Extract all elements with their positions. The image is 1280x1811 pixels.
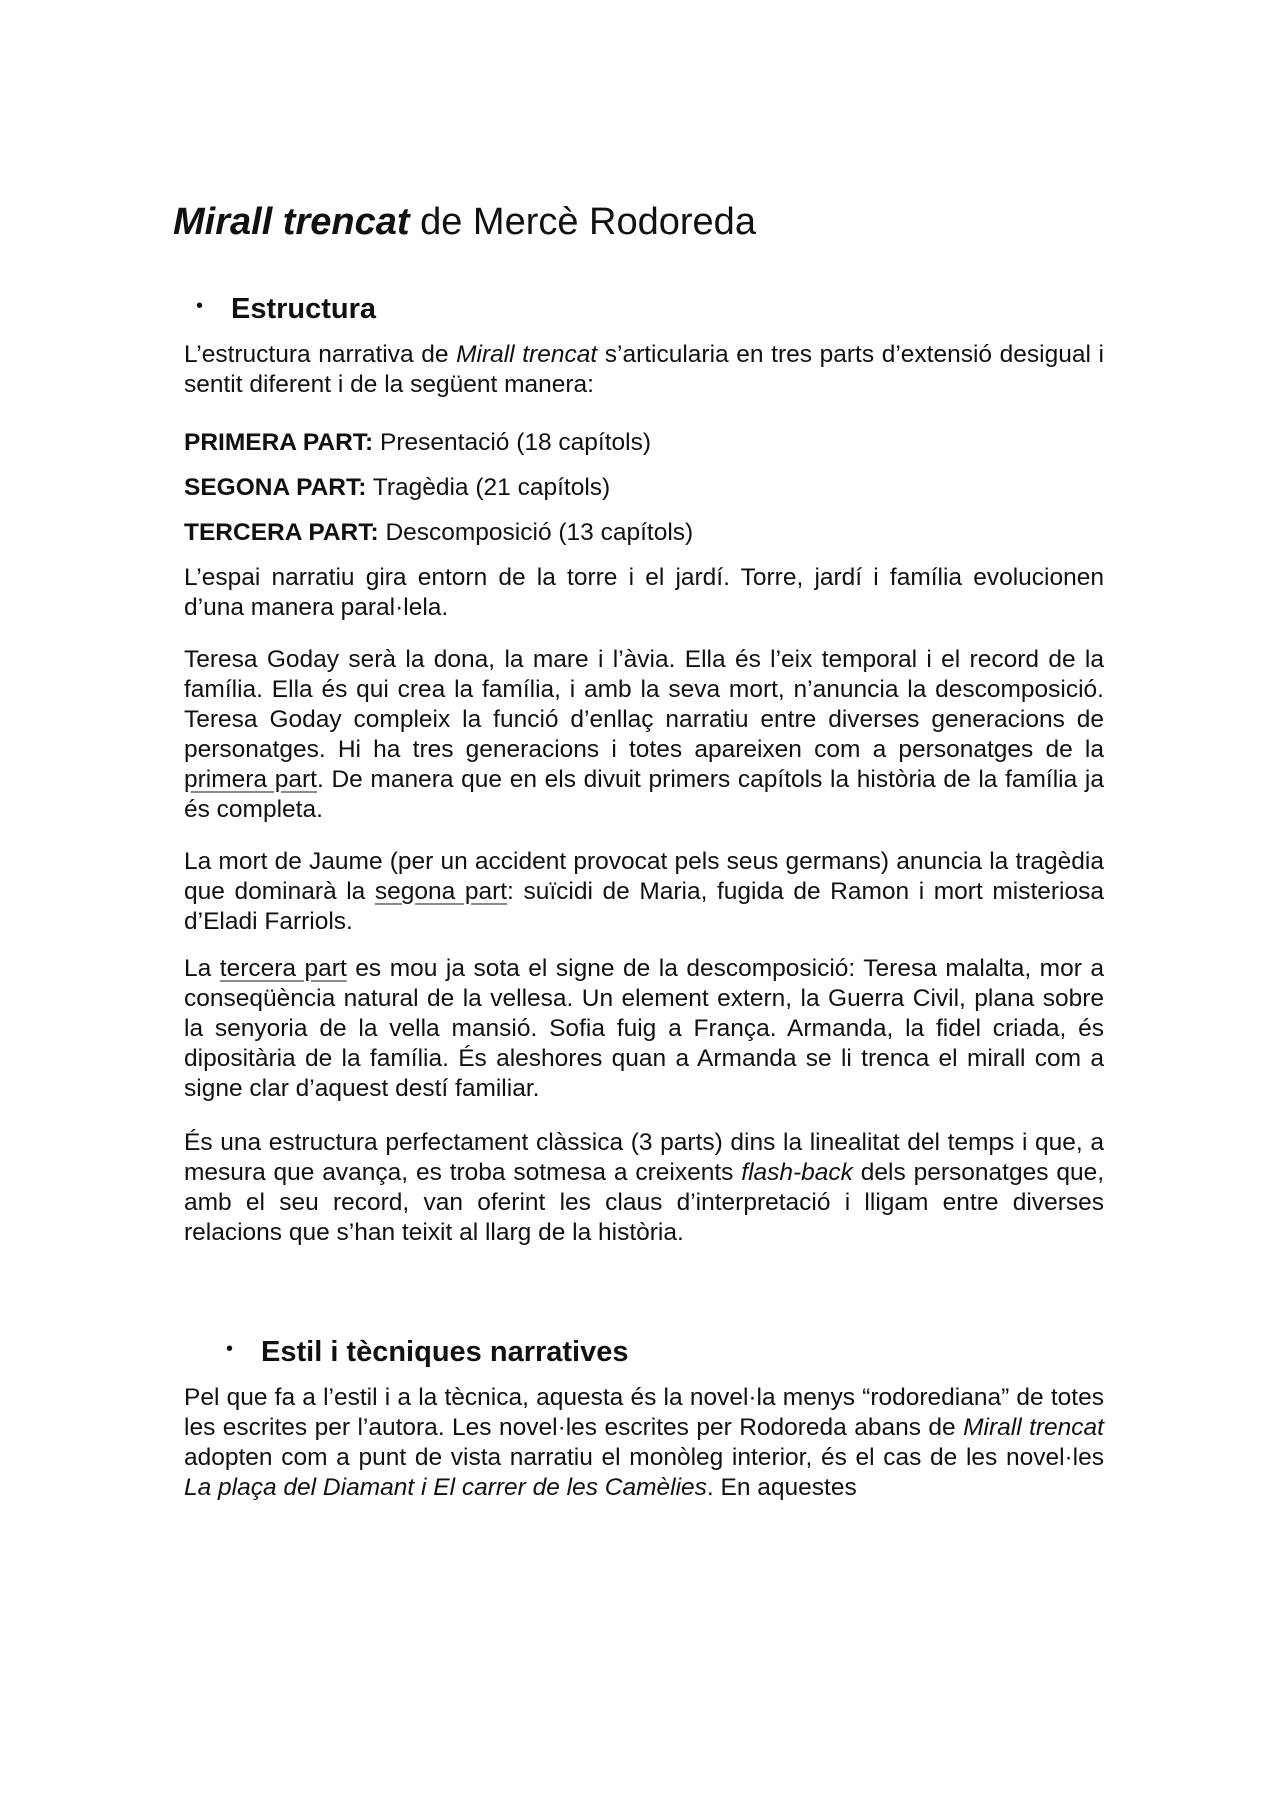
estil-text-b: adopten com a punt de vista narratiu el monòleg interior, és el cas de les novel·les bbox=[184, 1444, 1104, 1471]
part-label: TERCERA PART: bbox=[184, 519, 379, 546]
estil-text-a: Pel que fa a l’estil i a la tècnica, aquesta és la novel·la menys “rodorediana” de totes les escrites per l’autora. Les novel·les escrites per Rodoreda abans de bbox=[184, 1384, 1104, 1441]
part-text: Presentació (18 capítols) bbox=[373, 429, 652, 456]
teresa-text-a: Teresa Goday serà la dona, la mare i l’àvia. Ella és l’eix temporal i el record de la família. Ella és qui crea la família, i amb la seva mort, n’anuncia la descomposició. Teresa Goday compleix la funció d’enllaç narratiu entre diverses generacions de personatges. Hi ha tres generacions i totes apareixen com a personatges de la bbox=[184, 646, 1104, 763]
intro-text-c: s’articularia en tres parts d’extensió desigual i sentit diferent i de la següent manera: bbox=[184, 341, 1104, 398]
part-label: SEGONA PART: bbox=[184, 474, 367, 501]
link-primera-part[interactable]: primera part bbox=[184, 766, 317, 793]
teresa-text-b: . De manera que en els divuit primers capítols la història de la família ja és completa. bbox=[184, 766, 1104, 823]
intro-text-a: L’estructura narrativa de bbox=[184, 341, 457, 368]
paragraph-intro bbox=[184, 340, 1104, 400]
paragraph-tercera bbox=[184, 954, 1104, 1104]
part-text: Tragèdia (21 capítols) bbox=[366, 474, 611, 501]
paragraph-jaume bbox=[184, 847, 1104, 937]
part-item-segona bbox=[184, 473, 1104, 503]
estil-italic-2: La plaça del Diamant i El carrer de les Camèlies bbox=[184, 1474, 707, 1501]
tercera-text-b: es mou ja sota el signe de la descomposició: Teresa malalta, mor a conseqüència natural de la vellesa. Un element extern, la Guerra Civil, plana sobre la senyoria de la vella mansió. Sofia fuig a França. Armanda, la fidel criada, és dipositària de la família. És aleshores quan a Armanda se li trenca el mirall com a signe clar d’aquest destí familiar. bbox=[184, 955, 1105, 1102]
classica-text-a: És una estructura perfectament clàssica (3 parts) dins la linealitat del temps i que, a mesura que avança, es troba sotmesa a creixents bbox=[184, 1129, 1104, 1186]
section-heading-text: Estructura bbox=[231, 293, 377, 325]
section-heading-estil bbox=[226, 1331, 629, 1370]
paragraph-classica bbox=[184, 1128, 1104, 1248]
jaume-text-b: : suïcidi de Maria, fugida de Ramon i mort misteriosa d’Eladi Farriols. bbox=[184, 878, 1104, 935]
paragraph-teresa bbox=[184, 645, 1104, 825]
bullet-icon: • bbox=[226, 1338, 234, 1360]
espai-text: L’espai narratiu gira entorn de la torre i el jardí. Torre, jardí i família evolucionen d’una manera paral·lela. bbox=[184, 564, 1104, 621]
estil-italic-1: Mirall trencat bbox=[963, 1414, 1104, 1441]
link-tercera-part[interactable]: tercera part bbox=[219, 955, 347, 982]
jaume-text-a: La mort de Jaume (per un accident provocat pels seus germans) anuncia la tragèdia que dominarà la bbox=[184, 848, 1104, 905]
estil-text-c: . En aquestes bbox=[706, 1474, 857, 1501]
classica-text-b: dels personatges que, amb el seu record, van oferint les claus d’interpretació i lligam entre diverses relacions que s’han teixit al llarg de la història. bbox=[184, 1159, 1104, 1246]
paragraph-espai bbox=[184, 563, 1104, 623]
part-text: Descomposició (13 capítols) bbox=[378, 519, 694, 546]
section-heading-estructura bbox=[196, 288, 376, 327]
paragraph-estil bbox=[184, 1383, 1104, 1503]
link-segona-part[interactable]: segona part bbox=[374, 878, 508, 905]
section-heading-text: Estil i tècniques narratives bbox=[261, 1336, 629, 1368]
title-author: de Mercè Rodoreda bbox=[409, 201, 756, 243]
intro-work-title: Mirall trencat bbox=[456, 341, 598, 368]
bullet-icon: • bbox=[196, 295, 204, 317]
tercera-text-a: La bbox=[184, 955, 220, 982]
page-title bbox=[173, 197, 756, 247]
part-item-tercera bbox=[184, 518, 1104, 548]
part-item-primera bbox=[184, 428, 1104, 458]
title-work: Mirall trencat bbox=[173, 201, 410, 243]
part-label: PRIMERA PART: bbox=[184, 429, 374, 456]
classica-italic: flash-back bbox=[741, 1159, 853, 1186]
